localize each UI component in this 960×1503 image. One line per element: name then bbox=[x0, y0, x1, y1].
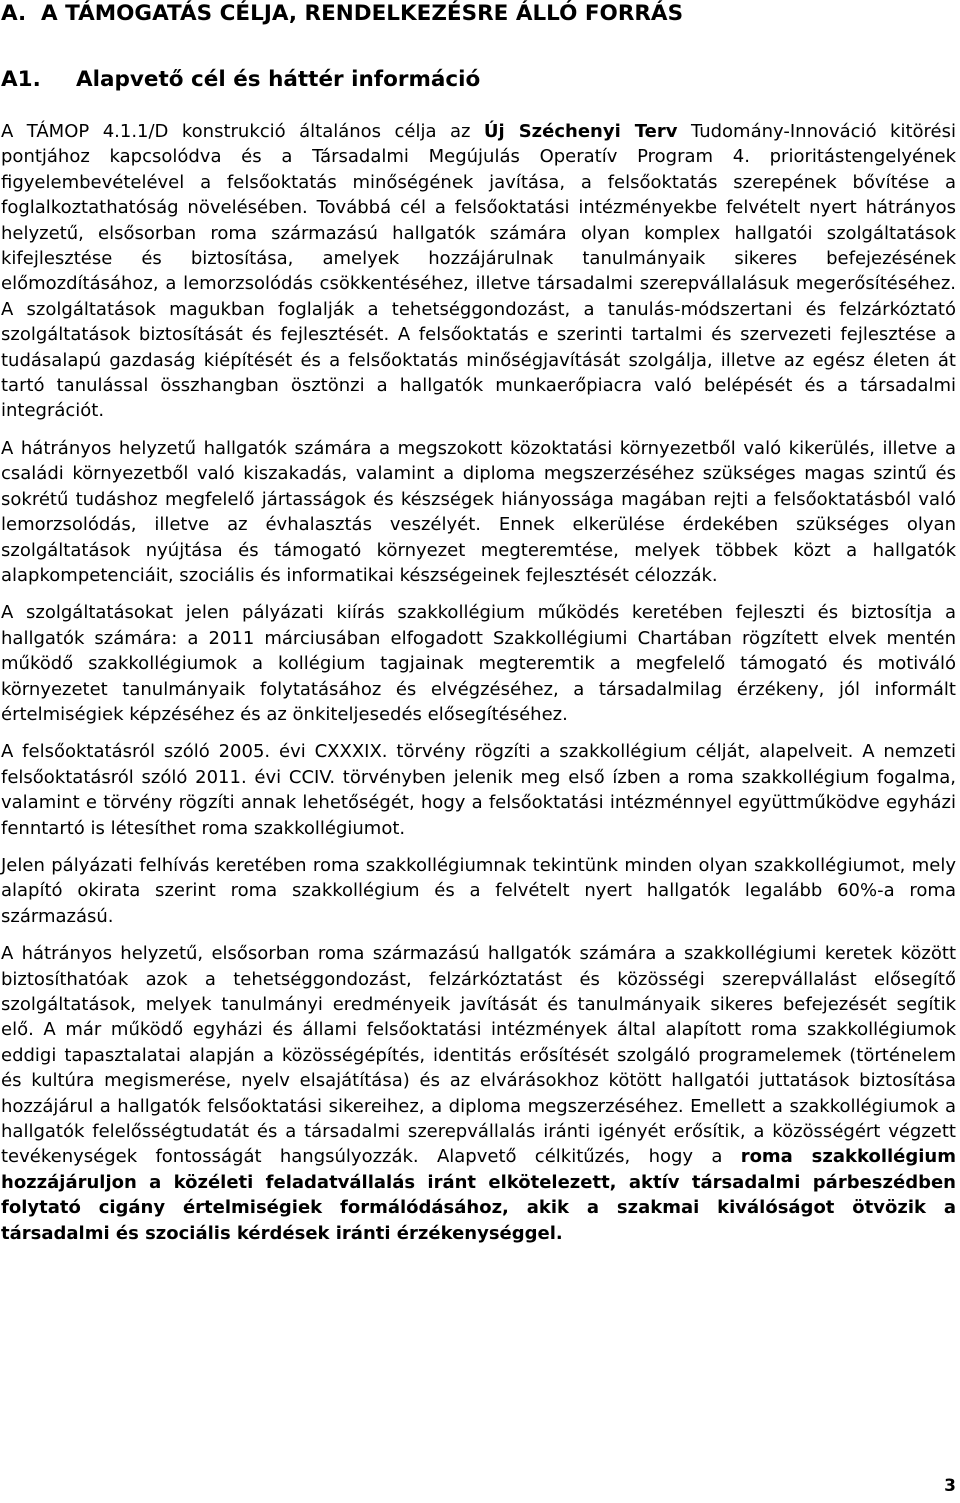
paragraph-1 bbox=[1, 119, 956, 424]
paragraph-6-text-start: A hátrányos helyzetű, elsősorban roma származású hallgatók számára a szakkollégiumi keretek között biztosíthatóak azok a tehetséggondozást, felzárkóztatást és közösségi szerepvállalást elősegítő szolgáltatások, melyek tanulmányi eredményeik javítását és tanulmányaik sikeres befejezését segítik elő. A már működő egyházi és állami felsőoktatási intézmények által alapított roma szakkollégiumok eddigi tapasztalatai alapján a közösségépítés, identitás erősítését szolgáló programelemek (történelem és kultúra megismerése, nyelv elsajátítása) és az elvárásokhoz kötött hallgatói juttatások biztosítása hozzájárul a hallgatók felsőoktatási sikereihez, a diploma megszerzéséhez. Emellett a szakkollégiumok a hallgatók felelősségtudatát és a társadalmi szerepvállalás iránti igényét erősítik, a közösségért végzett tevékenységek fontosságát hangsúlyozzák. Alapvető célkitűzés, hogy a bbox=[1, 943, 956, 1168]
paragraph-3: A szolgáltatásokat jelen pályázati kiírás szakkollégium működés keretében fejleszti és biztosítja a hallgatók számára: a 2011 márciusában elfogadott Szakkollégiumi Chartában rögzített elvek mentén működő szakkollégiumok a kollégium tagjainak megteremtik a megfelelő támogató és motiváló környezetet tanulmányaik folytatásához és elvégzéséhez, a társadalmilag érzékeny, jól informált értelmiségiek képzéséhez és az önkiteljesedés elősegítéséhez. bbox=[1, 602, 956, 725]
section-number-a1: A1. bbox=[1, 67, 41, 92]
paragraph-4: A felsőoktatásról szóló 2005. évi CXXXIX. törvény rögzíti a szakkollégium célját, alapelveit. A nemzeti felsőoktatásról szóló 2011. évi CCIV. törvényben jelenik meg első ízben a roma szakkollégium fogalma, valamint e törvény rögzíti annak lehetőségét, hogy a felsőoktatási intézménnyel együttműködve egyházi fenntartó is létesíthet roma szakkollégiumot. bbox=[1, 741, 956, 839]
paragraph-6 bbox=[1, 941, 956, 1246]
section-heading-a bbox=[1, 0, 956, 28]
section-heading-a1 bbox=[1, 66, 956, 94]
section-number-a: A. bbox=[1, 1, 27, 26]
page-number: 3 bbox=[944, 1476, 956, 1496]
section-title-a: A TÁMOGATÁS CÉLJA, RENDELKEZÉSRE ÁLLÓ FORRÁS bbox=[41, 1, 684, 26]
paragraph-5: Jelen pályázati felhívás keretében roma szakkollégiumnak tekintünk minden olyan szakkollégiumot, mely alapító okirata szerint roma szakkollégium és a felvételt nyert hallgatók legalább 60%-a roma származású. bbox=[1, 854, 956, 927]
paragraph-1-bold: Új Széchenyi Terv bbox=[483, 121, 678, 142]
paragraph-2: A hátrányos helyzetű hallgatók számára a megszokott közoktatási környezetből való kikerülés, illetve a családi környezetből való kiszakadás, valamint a diploma megszerzéséhez szükséges magas szintű és sokrétű tudáshoz megfelelő jártasságok és készségek hiányossága magában rejti a felsőoktatásból való lemorzsolódás, illetve az évhalasztás veszélyét. Ennek elkerülése érdekében szükséges olyan szolgáltatások nyújtása és támogató környezet megteremtése, melyek többek közt a hallgatók alapkompetenciáit, szociális és informatikai készségeinek fejlesztését célozzák. bbox=[1, 437, 956, 586]
paragraph-1-text-end: Tudomány-Innováció kitörési pontjához kapcsolódva és a Társadalmi Megújulás Operatív Program 4. prioritástengelyének figyelembevételével a felsőoktatás minőségének javítása, a felsőoktatás szerepének bővítése a foglalkoztathatóság növelésében. Továbbá cél a felsőoktatási intézményekbe felvételt nyert hátrányos helyzetű, elsősorban roma származású hallgatók számára olyan komplex hallgatói szolgáltatások kifejlesztése és biztosítása, amelyek hozzájárulnak tanulmányaik sikeres befejezésének előmozdításához, a lemorzsolódás csökkentéséhez, illetve társadalmi szerepvállalásuk megerősítéséhez. A szolgáltatások magukban foglalják a tehetséggondozást, a tanulás-módszertani és felzárkóztató szolgáltatások biztosítását és fejlesztését. A felsőoktatás e szerinti tartalmi és szervezeti fejlesztése a tudásalapú gazdaság kiépítését és a felsőoktatás minőségjavítását szolgálja, illetve az egész életen át tartó tanulással összhangban ösztönzi a hallgatók munkaerőpiacra való belépését és a társadalmi integrációt. bbox=[1, 121, 956, 422]
paragraph-1-text-start: A TÁMOP 4.1.1/D konstrukció általános célja az bbox=[1, 121, 484, 142]
section-title-a1: Alapvető cél és háttér információ bbox=[76, 67, 481, 92]
paragraph-6-bold: roma szakkollégium hozzájáruljon a közéleti feladatvállalás iránt elkötelezett, aktív társadalmi párbeszédben folytató cigány értelmiségiek formálódásához, akik a szakmai kiválóságot ötvözik a társadalmi és szociális kérdések iránti érzékenységgel. bbox=[1, 1146, 956, 1244]
